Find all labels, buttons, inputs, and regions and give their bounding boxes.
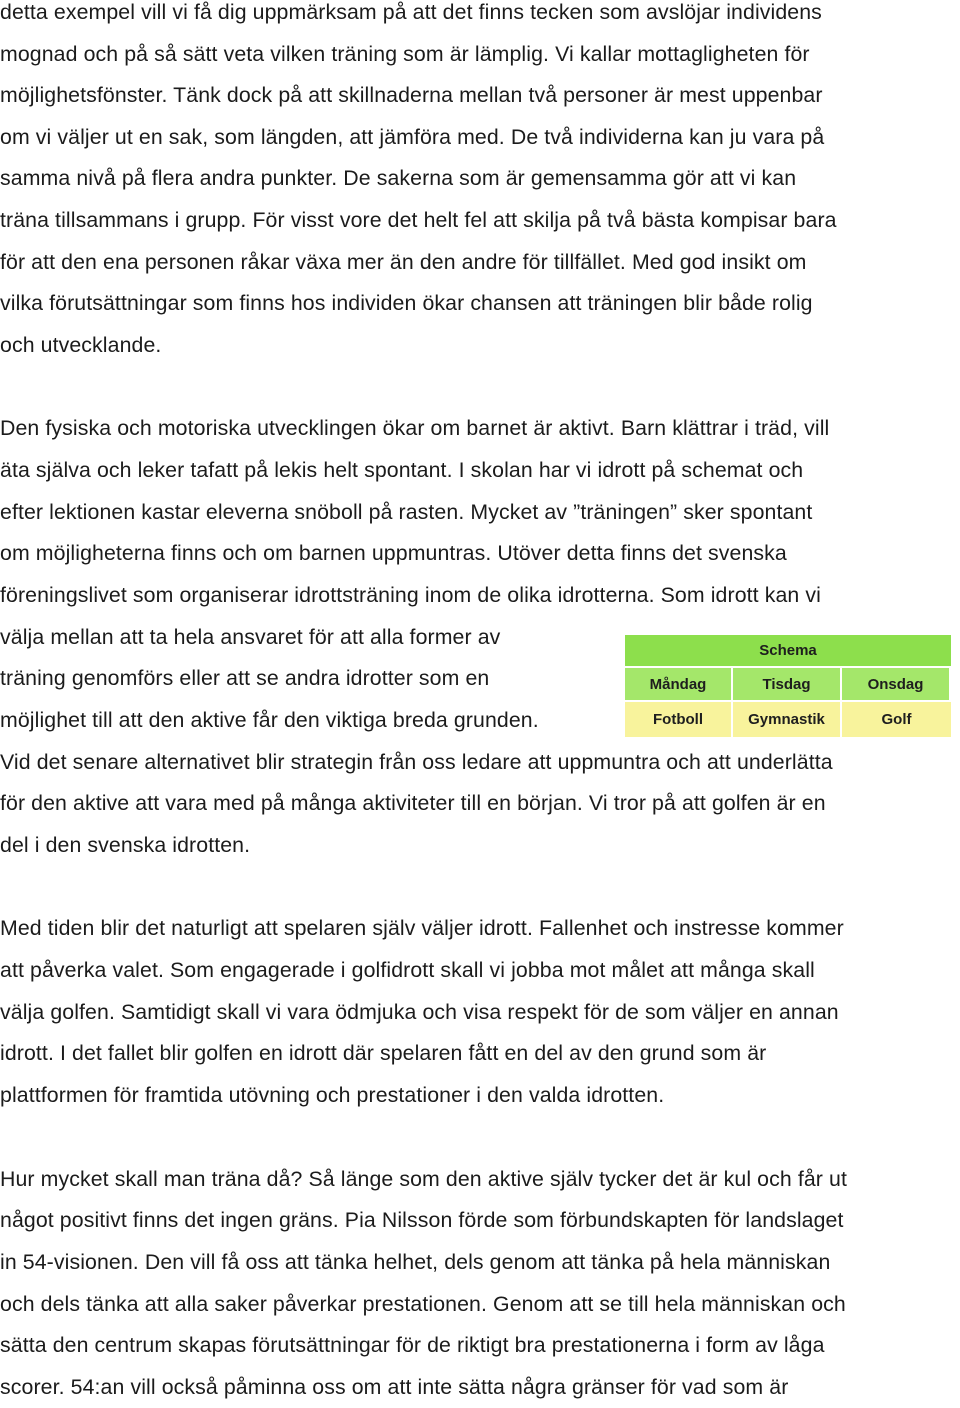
text-line: om vi väljer ut en sak, som längden, att jämföra med. De två individerna kan ju vara på (0, 125, 825, 149)
text-line: detta exempel vill vi få dig uppmärksam på att det finns tecken som avslöjar individens (0, 0, 822, 24)
text-line: Hur mycket skall man träna då? Så länge som den aktive själv tycker det är kul och får ut (0, 1167, 847, 1191)
text-line: föreningslivet som organiserar idrottsträning inom de olika idrotterna. Som idrott kan vi (0, 583, 821, 607)
schedule-activity-cell: Gymnastik (733, 702, 842, 737)
schedule-activity-cell: Fotboll (625, 702, 733, 737)
schedule-activity-cell: Golf (842, 702, 951, 737)
text-line: och utvecklande. (0, 333, 162, 357)
text-line: för att den ena personen råkar växa mer än den andre för tillfället. Med god insikt om (0, 250, 807, 274)
text-line: scorer. 54:an vill också påminna oss om att inte sätta några gränser för vad som är (0, 1375, 789, 1399)
text-line: möjlighetsfönster. Tänk dock på att skillnaderna mellan två personer är mest uppenbar (0, 83, 823, 107)
text-line: möjlighet till att den aktive får den viktiga breda grunden. (0, 708, 539, 732)
text-line: träning genomförs eller att se andra idrotter som en (0, 666, 490, 690)
text-line: Den fysiska och motoriska utvecklingen ökar om barnet är aktivt. Barn klättrar i träd, vill (0, 416, 830, 440)
text-line: efter lektionen kastar eleverna snöboll på rasten. Mycket av ”träningen” sker spontant (0, 500, 813, 524)
text-line: välja golfen. Samtidigt skall vi vara ödmjuka och visa respekt för de som väljer en annan (0, 1000, 839, 1024)
text-line: om möjligheterna finns och om barnen uppmuntras. Utöver detta finns det svenska (0, 541, 787, 565)
text-line: något positivt finns det ingen gräns. Pia Nilsson förde som förbundskapten för landslaget (0, 1208, 844, 1232)
text-line: Vid det senare alternativet blir strategin från oss ledare att uppmuntra och att underlätta (0, 750, 833, 774)
text-line: idrott. I det fallet blir golfen en idrott där spelaren fått en del av den grund som är (0, 1041, 767, 1065)
schedule-day-header: Tisdag (733, 668, 842, 702)
text-line: del i den svenska idrotten. (0, 833, 251, 857)
text-line: Med tiden blir det naturligt att spelaren själv väljer idrott. Fallenhet och instresse kommer (0, 916, 844, 940)
schedule-day-header: Måndag (625, 668, 733, 702)
text-line: mognad och på så sätt veta vilken träning som är lämplig. Vi kallar mottagligheten för (0, 42, 810, 66)
text-line: sätta den centrum skapas förutsättningar för de riktigt bra prestationerna i form av låga (0, 1333, 825, 1357)
text-line: vilka förutsättningar som finns hos individen ökar chansen att träningen blir både rolig (0, 291, 813, 315)
text-line: välja mellan att ta hela ansvaret för att alla former av (0, 625, 501, 649)
text-line: för den aktive att vara med på många aktiviteter till en början. Vi tror på att golfen är en (0, 791, 826, 815)
text-line: plattformen för framtida utövning och prestationer i den valda idrotten. (0, 1083, 665, 1107)
schedule-table (625, 635, 951, 737)
text-line: att påverka valet. Som engagerade i golfidrott skall vi jobba mot målet att många skall (0, 958, 815, 982)
text-line: samma nivå på flera andra punkter. De sakerna som är gemensamma gör att vi kan (0, 166, 797, 190)
schedule-title: Schema (625, 635, 951, 668)
text-line: äta själva och leker tafatt på lekis helt spontant. I skolan har vi idrott på schemat och (0, 458, 804, 482)
text-line: träna tillsammans i grupp. För visst vore det helt fel att skilja på två bästa kompisar bara (0, 208, 837, 232)
text-line: in 54-visionen. Den vill få oss att tänka helhet, dels genom att tänka på hela människan (0, 1250, 831, 1274)
schedule-day-header: Onsdag (842, 668, 951, 702)
text-line: och dels tänka att alla saker påverkar prestationen. Genom att se till hela människan och (0, 1292, 846, 1316)
